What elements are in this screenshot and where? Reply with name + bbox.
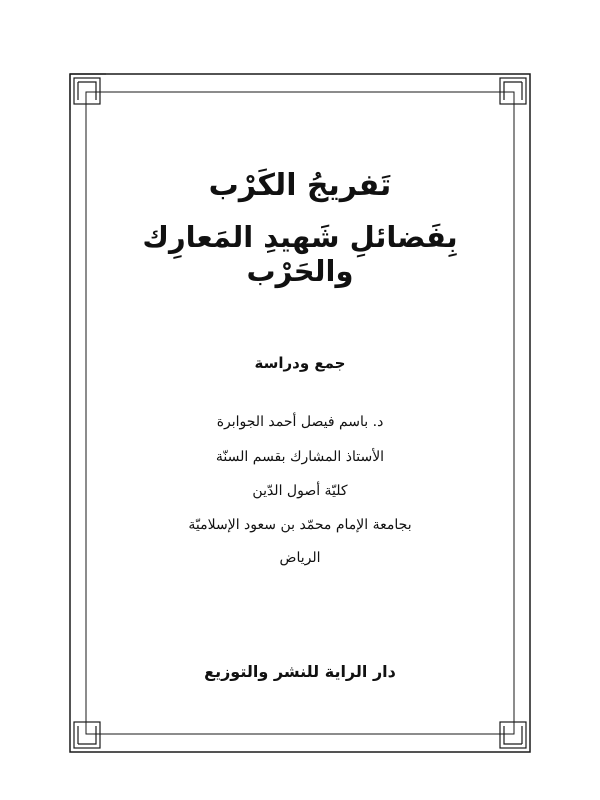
author-name: د. باسم فيصل أحمد الجوابرة [216,414,384,430]
publisher-name: دار الراية للنشر والتوزيع [204,662,396,681]
compilation-label: جمع ودراسة [254,354,346,372]
author-block [85,413,515,568]
book-title-line-1: تَفريجُ الكَرْب [208,168,392,203]
title-page [85,90,515,730]
college-name: كليّة أصول الدّين [252,483,348,499]
author-title: الأستاذ المشارك بقسم السنّة [215,449,385,465]
university-name: بجامعة الإمام محمّد بن سعود الإسلاميّة [188,517,412,533]
city-name: الرياض [279,550,321,566]
book-title-line-2: بِفَضائلِ شَهيدِ المَعارِك والحَرْب [142,220,458,288]
